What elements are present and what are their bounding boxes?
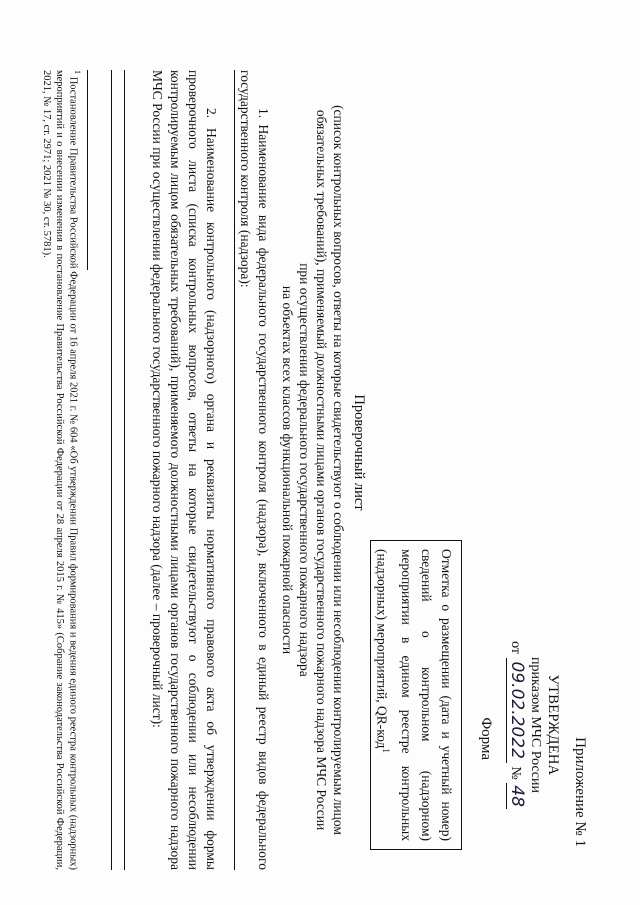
subtitle-line-2: при осуществлении федерального государственного пожарного надзора [297,263,312,677]
footnote-text: Постановление Правительства Российской Федерации от 16 апреля 2021 г. № 604 «Об утверждении Правил формирования и ведения единого реестра контрольных (надзорных) мероприятий и о внесении изменения в постановление Правительства Российской Федерации от 28 апреля 2015 г. № 415» (Собрание законодательства Российской Федерации, 2021, № 17, ст. 2971; 2021 № 30, ст. 5781). [41,70,79,870]
item-2-text: 2. Наименование контрольного (надзорного) органа и реквизиты нормативного правового акта об утверждении формы проверочного листа (списка контрольных вопросов, ответы на которые свидетельствуют о соблюдении или несоблюдении контролируемым лицом обязательных требований), применяемого должностными лицами органов государственного пожарного надзора МЧС России при осуществлении федерального государственного пожарного надзора (далее – проверочный лист): [150,70,219,870]
qr-box-text: Отметка о размещении (дата и учетный номер) сведений о контрольном (надзорном) мероприятии в едином реестре контрольных (надзорных) мероприятий, QR-код [374,549,454,841]
order-by-label: приказом МЧС России [528,657,543,793]
document-subtitle [279,70,347,870]
qr-box-footnote-mark: 1 [381,748,391,753]
appendix-label: Приложение № 1 [572,737,588,847]
handwritten-date: 09.02.2022 [506,658,527,763]
order-date-line [506,605,526,845]
form-label: Форма [478,717,494,760]
item-1-fill-line [234,70,235,870]
approval-block [506,605,562,845]
item-2-fill-line-2 [111,70,112,870]
from-label: от [508,641,523,655]
qr-code-box [370,540,462,850]
item-2-fill-line-1 [124,70,125,870]
item-1-section [236,70,272,870]
item-2-section [148,70,220,870]
number-sign: № [508,766,523,780]
footnote-mark: 1 [73,70,82,74]
item-1-text: 1. Наименование вида федерального государственного контроля (надзора), включенного в единый реестр видов федерального государственного контроля (надзора): [238,70,271,870]
approved-label: УТВЕРЖДЕНА [545,674,561,776]
footnote-separator [87,70,88,270]
subtitle-line-1: (список контрольных вопросов, ответы на которые свидетельствуют о соблюдении или несоблюдении контролируемым лицом обязательных требований), применяемый должностными лицами органов государственного пожарного надзора МЧС России [314,105,346,835]
subtitle-line-3: на объектах всех классов функциональной пожарной опасности [280,285,295,655]
handwritten-number: 48 [507,785,527,807]
document-title: Проверочный лист [351,394,367,511]
footnote [41,70,85,870]
